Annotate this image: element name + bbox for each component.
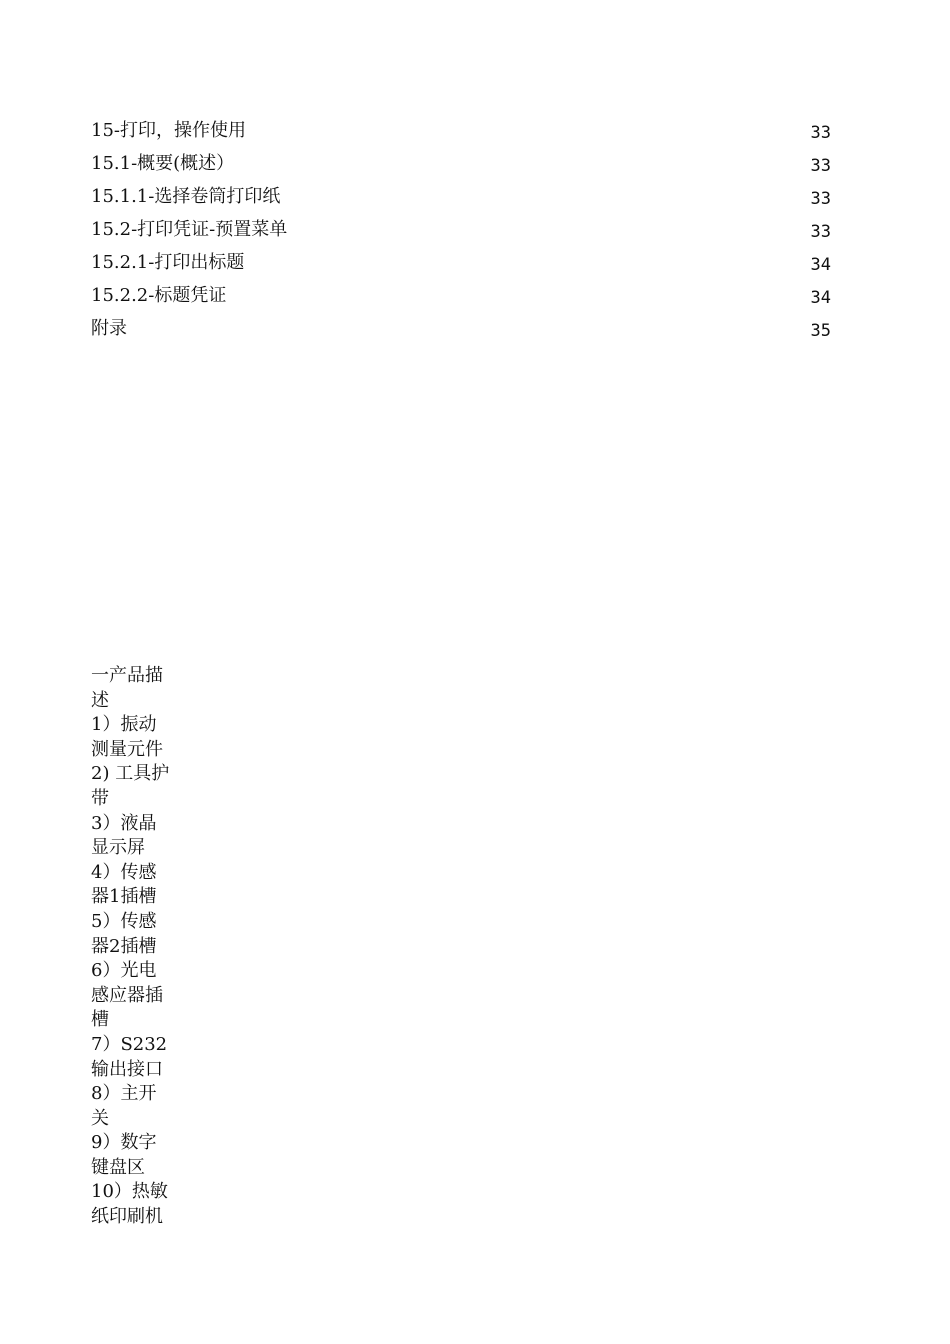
description-line: 9）数字 bbox=[91, 1132, 157, 1154]
toc-entry-title: 15.1-概要(概述） bbox=[91, 153, 235, 174]
toc-entry-page: 35 bbox=[810, 321, 831, 341]
description-line: 一产品描 bbox=[91, 665, 163, 686]
description-line: 10）热敏 bbox=[91, 1181, 168, 1203]
description-line: 4）传感 bbox=[91, 861, 157, 883]
description-line: 3）液晶 bbox=[91, 812, 157, 834]
description-line: 带 bbox=[91, 787, 109, 809]
description-line: 6）光电 bbox=[91, 960, 157, 982]
toc-entry-title: 15.2.2-标题凭证 bbox=[91, 285, 227, 306]
toc-entry[interactable] bbox=[91, 250, 831, 283]
toc-entry-title: 附录 bbox=[91, 318, 127, 339]
description-line: 键盘区 bbox=[91, 1156, 145, 1178]
toc-entry-page: 33 bbox=[810, 123, 831, 143]
product-description bbox=[91, 664, 173, 1230]
toc-entry-title: 15-打印，操作使用 bbox=[91, 120, 246, 141]
toc-entry-title: 15.2-打印凭证-预置菜单 bbox=[91, 219, 288, 240]
toc-entry-title: 15.1.1-选择卷筒打印纸 bbox=[91, 186, 281, 207]
toc-entry[interactable] bbox=[91, 283, 831, 316]
table-of-contents bbox=[91, 118, 831, 349]
toc-entry-page: 33 bbox=[810, 156, 831, 176]
description-line: 显示屏 bbox=[91, 837, 145, 859]
description-line: 器2插槽 bbox=[91, 935, 157, 957]
toc-entry[interactable] bbox=[91, 118, 831, 151]
toc-entry[interactable] bbox=[91, 217, 831, 250]
description-line: 述 bbox=[91, 689, 109, 711]
description-line: 7）S232 bbox=[91, 1033, 168, 1055]
description-line: 关 bbox=[91, 1107, 109, 1129]
description-line: 输出接口 bbox=[91, 1058, 163, 1080]
description-line: 测量元件 bbox=[91, 738, 163, 760]
description-line: 1）振动 bbox=[91, 714, 157, 736]
toc-entry-page: 33 bbox=[810, 189, 831, 209]
toc-entry-page: 33 bbox=[810, 222, 831, 242]
description-line: 5）传感 bbox=[91, 910, 157, 932]
toc-entry-title: 15.2.1-打印出标题 bbox=[91, 252, 245, 273]
description-line: 槽 bbox=[91, 1009, 109, 1031]
toc-entry[interactable] bbox=[91, 184, 831, 217]
toc-entry-page: 34 bbox=[810, 255, 831, 275]
description-line: 感应器插 bbox=[91, 984, 163, 1006]
toc-entry[interactable] bbox=[91, 316, 831, 349]
description-line: 8）主开 bbox=[91, 1083, 157, 1105]
description-line: 器1插槽 bbox=[91, 886, 157, 908]
toc-entry[interactable] bbox=[91, 151, 831, 184]
description-line: 纸印刷机 bbox=[91, 1206, 163, 1228]
toc-entry-page: 34 bbox=[810, 288, 831, 308]
description-line: 2) 工具护 bbox=[91, 763, 170, 785]
